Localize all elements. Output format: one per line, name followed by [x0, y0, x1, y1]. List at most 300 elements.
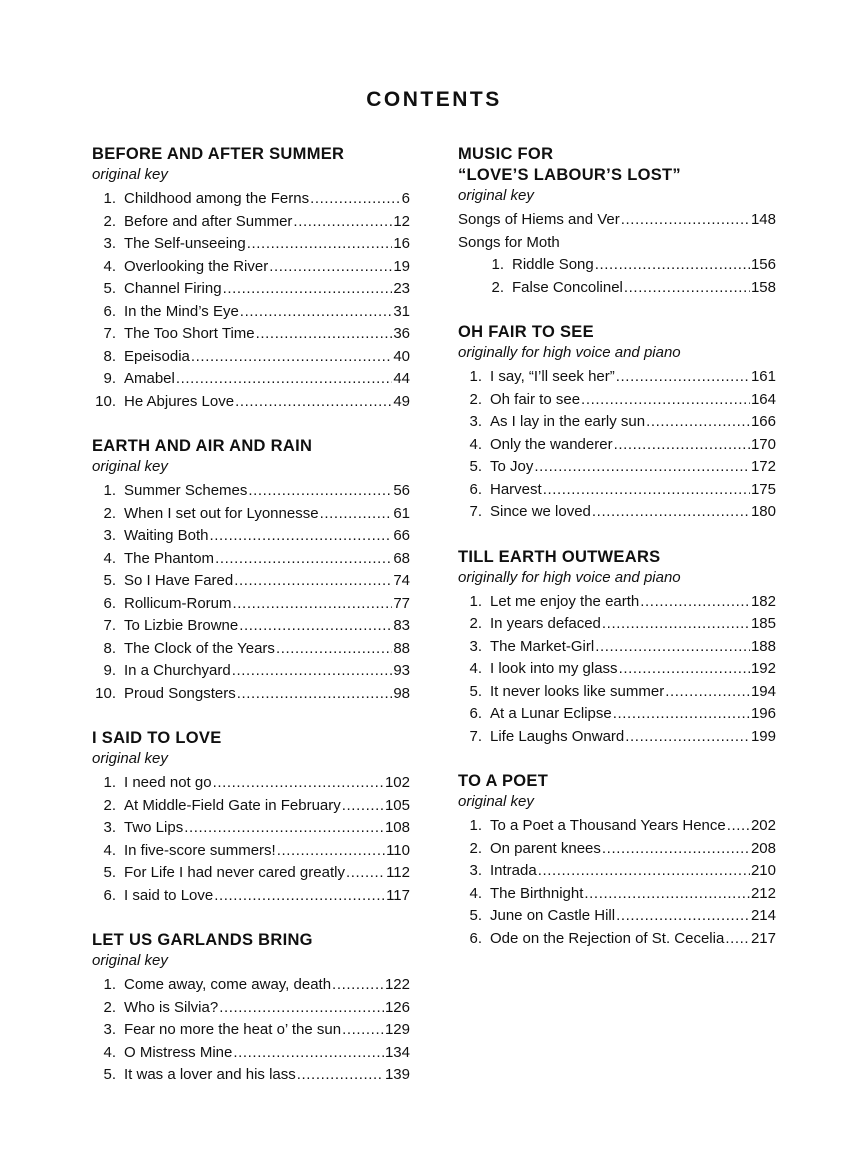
toc-entry	[458, 366, 776, 389]
entry-number: 4.	[469, 660, 482, 677]
section-heading	[92, 144, 410, 165]
entry-number: 2.	[469, 615, 482, 632]
entry-title: To Joy	[490, 458, 534, 475]
entry-title: Summer Schemes	[124, 482, 248, 499]
entry-title: Epeisodia	[124, 347, 190, 365]
entry-page: 164	[750, 390, 776, 408]
dot-leader	[296, 1064, 384, 1087]
dot-leader	[601, 613, 750, 636]
toc-entry	[458, 726, 776, 749]
entry-title: Let me enjoy the earth	[490, 592, 640, 610]
dot-leader	[276, 840, 385, 863]
dot-leader	[175, 368, 392, 391]
entry-title: Come away, come away, death	[124, 976, 332, 993]
dot-leader	[214, 548, 392, 571]
entry-number: 6.	[469, 705, 482, 722]
entry-title: The Phantom	[124, 549, 215, 567]
entry-title: Oh fair to see	[490, 390, 581, 408]
entry-number: 5.	[469, 907, 482, 924]
toc-entry	[92, 548, 410, 571]
toc-entry	[92, 974, 410, 997]
toc-entry	[92, 683, 410, 706]
entry-page: 77	[393, 594, 410, 612]
entry-page: 199	[750, 727, 776, 745]
toc-entry	[92, 1042, 410, 1065]
dot-leader	[236, 683, 393, 706]
entry-page: 31	[393, 302, 410, 320]
section-heading-line: LET US GARLANDS BRING	[92, 931, 313, 949]
entry-title: Rollicum-Rorum	[124, 594, 232, 612]
dot-leader	[222, 278, 393, 301]
toc-entry	[458, 636, 776, 659]
entry-page: 188	[750, 637, 776, 655]
section-subtitle: originally for high voice and piano	[458, 344, 681, 361]
entry-number: 9.	[103, 662, 116, 679]
toc-entry	[458, 479, 776, 502]
toc-entry	[92, 660, 410, 683]
entry-page: 108	[384, 819, 410, 836]
section-heading-line: TILL EARTH OUTWEARS	[458, 547, 661, 566]
entry-title: June on Castle Hill	[490, 907, 616, 924]
toc-entry	[92, 638, 410, 661]
toc-entry	[458, 928, 776, 951]
entry-number: 4.	[469, 884, 482, 902]
toc-entry	[458, 411, 776, 434]
entry-page: 170	[750, 435, 776, 453]
entry-number: 5.	[103, 572, 116, 589]
dot-leader	[309, 188, 401, 211]
entry-number: 7.	[469, 727, 482, 745]
entry-page: 214	[750, 907, 776, 924]
entry-title: In a Churchyard	[124, 662, 231, 679]
entry-title: Since we loved	[490, 503, 591, 520]
toc-section	[458, 144, 776, 299]
toc-entry	[458, 658, 776, 681]
entry-number: 4.	[103, 841, 116, 859]
toc-entry	[92, 1019, 410, 1042]
entry-page: 180	[750, 503, 776, 520]
section-heading-line: I SAID TO LOVE	[92, 729, 222, 747]
section-heading	[458, 771, 776, 792]
entry-title: O Mistress Mine	[124, 1043, 233, 1061]
entry-page: 134	[384, 1043, 410, 1061]
dot-leader	[275, 638, 392, 661]
entry-page: 19	[393, 257, 410, 275]
dot-leader	[594, 254, 750, 277]
dot-leader	[542, 479, 750, 502]
toc-entry	[458, 815, 776, 838]
toc-section	[92, 436, 410, 705]
dot-leader	[639, 591, 750, 614]
entry-title: Ode on the Rejection of St. Cecelia	[490, 929, 725, 947]
entry-title: To a Poet a Thousand Years Hence	[490, 817, 726, 834]
entry-page: 88	[393, 639, 410, 657]
toc-entry	[92, 391, 410, 414]
entry-title: Before and after Summer	[124, 212, 293, 230]
toc-entry	[92, 211, 410, 234]
dot-leader	[231, 660, 393, 683]
toc-entry	[92, 885, 410, 908]
toc-columns	[92, 144, 776, 1087]
dot-leader	[726, 815, 750, 838]
entry-number: 5.	[469, 682, 482, 700]
entry-number: 2.	[103, 504, 116, 522]
entry-number: 4.	[103, 1043, 116, 1061]
entry-title: I say, “I’ll seek her”	[490, 368, 615, 385]
toc-entry	[458, 277, 776, 300]
entry-number: 6.	[469, 480, 482, 498]
entry-page: 212	[750, 884, 776, 902]
toc-entry	[92, 570, 410, 593]
section-heading	[92, 436, 410, 457]
entry-title: So I Have Fared	[124, 572, 234, 589]
entry-title: Songs for Moth	[458, 233, 560, 251]
toc-entry	[92, 301, 410, 324]
toc-entry	[92, 278, 410, 301]
dot-leader	[341, 1019, 384, 1042]
entry-title: Amabel	[124, 370, 175, 387]
section-heading	[458, 322, 776, 343]
entry-page: 182	[750, 592, 776, 610]
entry-page: 117	[386, 886, 410, 904]
dot-leader	[232, 593, 393, 616]
entry-number: 4.	[469, 435, 482, 453]
dot-leader	[537, 860, 750, 883]
toc-section	[92, 728, 410, 907]
entry-title: Proud Songsters	[124, 684, 236, 702]
section-heading-line: MUSIC FOR	[458, 145, 554, 163]
entry-number: 2.	[469, 390, 482, 408]
toc-entry	[458, 209, 776, 232]
entry-number: 1.	[469, 817, 482, 834]
entry-page: 16	[393, 235, 410, 252]
entry-title: Intrada	[490, 862, 537, 879]
toc-entry	[458, 905, 776, 928]
entry-page: 102	[384, 774, 410, 791]
entry-title: The Birthnight	[490, 884, 584, 902]
toc-section	[92, 930, 410, 1087]
toc-entry	[92, 997, 410, 1020]
entry-page: 74	[393, 572, 410, 589]
dot-leader	[580, 389, 750, 412]
entry-page: 139	[384, 1066, 410, 1083]
section-subtitle: original key	[92, 750, 168, 767]
dot-leader	[238, 615, 392, 638]
entry-page: 161	[750, 368, 776, 385]
toc-entry	[458, 254, 776, 277]
entry-number: 3.	[469, 862, 482, 879]
entry-page: 23	[393, 280, 410, 297]
toc-entry	[92, 368, 410, 391]
entry-number: 2.	[103, 212, 116, 230]
dot-leader	[583, 883, 750, 906]
entry-number: 1.	[103, 976, 116, 993]
entry-page: 6	[401, 190, 410, 207]
entry-number: 7.	[469, 503, 482, 520]
dot-leader	[209, 525, 393, 548]
section-heading	[92, 930, 410, 951]
entry-page: 44	[393, 370, 410, 387]
entry-page: 12	[393, 212, 410, 230]
section-heading	[458, 547, 776, 568]
entry-number: 2.	[491, 278, 504, 296]
entry-number: 6.	[469, 929, 482, 947]
entry-number: 4.	[103, 257, 116, 275]
entry-page: 166	[750, 413, 776, 430]
entry-number: 1.	[491, 256, 504, 273]
entry-title: As I lay in the early sun	[490, 413, 646, 430]
dot-leader	[612, 703, 750, 726]
section-subtitle: original key	[92, 952, 168, 969]
entry-number: 8.	[103, 639, 116, 657]
section-heading	[92, 728, 410, 749]
entry-title: On parent knees	[490, 839, 601, 857]
dot-leader	[292, 211, 392, 234]
entry-page: 208	[750, 839, 776, 857]
dot-leader	[345, 862, 385, 885]
entry-number: 6.	[103, 302, 116, 320]
entry-number: 1.	[103, 190, 116, 207]
section-heading-line: BEFORE AND AFTER SUMMER	[92, 145, 345, 163]
entry-page: 196	[750, 705, 776, 722]
entry-number: 1.	[469, 592, 482, 610]
dot-leader	[319, 503, 393, 526]
entry-number: 5.	[103, 1066, 116, 1083]
toc-entry	[458, 389, 776, 412]
entry-title: Fear no more the heat o’ the sun	[124, 1021, 342, 1038]
section-heading-line: EARTH AND AIR AND RAIN	[92, 437, 313, 455]
entry-page: 49	[393, 392, 410, 410]
toc-entry	[92, 188, 410, 211]
dot-leader	[615, 905, 750, 928]
section-subtitle: original key	[458, 187, 534, 204]
entry-page: 40	[393, 347, 410, 365]
dot-leader	[591, 501, 750, 524]
entry-page: 36	[393, 325, 410, 342]
section-subtitle: original key	[92, 166, 168, 183]
entry-number: 5.	[103, 280, 116, 297]
entry-title: For Life I had never cared greatly	[124, 864, 345, 881]
entry-number: 3.	[469, 413, 482, 430]
entry-title: At a Lunar Eclipse	[490, 705, 612, 722]
section-heading-line: TO A POET	[458, 772, 549, 790]
toc-entry	[92, 480, 410, 503]
dot-leader	[341, 795, 384, 818]
toc-entry	[92, 525, 410, 548]
entry-title: At Middle-Field Gate in February	[124, 796, 341, 814]
entry-title: When I set out for Lyonnesse	[124, 504, 319, 522]
toc-entry	[92, 233, 410, 256]
entry-number: 2.	[103, 998, 116, 1016]
toc-entry	[458, 232, 776, 255]
dot-leader	[601, 838, 750, 861]
toc-section	[92, 144, 410, 413]
dot-leader	[234, 391, 392, 414]
dot-leader	[620, 209, 750, 232]
entry-title: I need not go	[124, 774, 212, 791]
entry-page: 122	[384, 976, 410, 993]
section-subtitle: original key	[92, 458, 168, 475]
page-title: CONTENTS	[366, 88, 502, 111]
dot-leader	[218, 997, 384, 1020]
entry-page: 156	[750, 256, 776, 273]
dot-leader	[268, 256, 392, 279]
dot-leader	[213, 885, 385, 908]
entry-title: I look into my glass	[490, 660, 618, 677]
toc-entry	[458, 703, 776, 726]
entry-number: 3.	[103, 527, 116, 544]
entry-title: In the Mind’s Eye	[124, 302, 239, 320]
right-column	[458, 144, 776, 1087]
entry-number: 9.	[103, 370, 116, 387]
entry-page: 202	[750, 817, 776, 834]
toc-entry	[92, 615, 410, 638]
section-heading-line: OH FAIR TO SEE	[458, 323, 594, 341]
toc-entry	[458, 591, 776, 614]
entry-page: 98	[393, 684, 410, 702]
dot-leader	[594, 636, 750, 659]
section-heading	[458, 144, 776, 186]
entry-number: 5.	[103, 864, 116, 881]
toc-entry	[92, 862, 410, 885]
dot-leader	[664, 681, 750, 704]
entry-number: 5.	[469, 458, 482, 475]
dot-leader	[623, 277, 750, 300]
toc-entry	[92, 323, 410, 346]
toc-entry	[92, 772, 410, 795]
entry-number: 6.	[103, 886, 116, 904]
toc-section	[458, 322, 776, 524]
entry-number: 2.	[469, 839, 482, 857]
entry-number: 7.	[103, 617, 116, 634]
toc-section	[458, 771, 776, 950]
toc-entry	[458, 456, 776, 479]
entry-number: 6.	[103, 594, 116, 612]
entry-page: 194	[750, 682, 776, 700]
entry-number: 3.	[469, 637, 482, 655]
entry-title: The Too Short Time	[124, 325, 255, 342]
toc-entry	[458, 681, 776, 704]
entry-number: 8.	[103, 347, 116, 365]
entry-title: In five-score summers!	[124, 841, 276, 859]
dot-leader	[724, 928, 750, 951]
toc-entry	[458, 838, 776, 861]
toc-entry	[458, 613, 776, 636]
entry-page: 175	[750, 480, 776, 498]
entry-number: 1.	[103, 482, 116, 499]
dot-leader	[613, 434, 750, 457]
entry-title: Songs of Hiems and Ver	[458, 211, 620, 228]
entry-title: It never looks like summer	[490, 682, 665, 700]
toc-entry	[92, 840, 410, 863]
toc-entry	[458, 883, 776, 906]
entry-page: 105	[384, 796, 410, 814]
dot-leader	[190, 346, 392, 369]
dot-leader	[183, 817, 384, 840]
section-heading-line: “LOVE’S LABOUR’S LOST”	[458, 166, 681, 184]
entry-title: Two Lips	[124, 819, 184, 836]
entry-title: The Clock of the Years	[124, 639, 275, 657]
dot-leader	[239, 301, 393, 324]
dot-leader	[624, 726, 750, 749]
entry-page: 148	[750, 211, 776, 228]
toc-entry	[458, 860, 776, 883]
entry-title: False Concolinel	[512, 278, 623, 296]
toc-entry	[458, 434, 776, 457]
dot-leader	[331, 974, 384, 997]
entry-number: 1.	[103, 774, 116, 791]
entry-title: Who is Silvia?	[124, 998, 219, 1016]
entry-title: The Self-unseeing	[124, 235, 246, 252]
entry-page: 158	[750, 278, 776, 296]
entry-page: 129	[384, 1021, 410, 1038]
entry-title: Life Laughs Onward	[490, 727, 625, 745]
dot-leader	[247, 480, 392, 503]
entry-number: 3.	[103, 235, 116, 252]
section-subtitle: original key	[458, 793, 534, 810]
entry-title: It was a lover and his lass	[124, 1066, 296, 1083]
toc-entry	[92, 1064, 410, 1087]
entry-number: 1.	[469, 368, 482, 385]
entry-title: Childhood among the Ferns	[124, 190, 310, 207]
entry-page: 68	[393, 549, 410, 567]
entry-page: 56	[393, 482, 410, 499]
entry-page: 210	[750, 862, 776, 879]
dot-leader	[645, 411, 750, 434]
dot-leader	[618, 658, 750, 681]
entry-title: Waiting Both	[124, 527, 209, 544]
toc-section	[458, 547, 776, 749]
entry-page: 172	[750, 458, 776, 475]
entry-title: Riddle Song	[512, 256, 594, 273]
entry-page: 110	[386, 841, 410, 859]
entry-title: The Market-Girl	[490, 637, 595, 655]
entry-title: In years defaced	[490, 615, 601, 632]
entry-page: 93	[393, 662, 410, 679]
left-column	[92, 144, 410, 1087]
entry-title: He Abjures Love	[124, 392, 235, 410]
entry-number: 10.	[95, 684, 116, 702]
dot-leader	[533, 456, 750, 479]
entry-number: 3.	[103, 1021, 116, 1038]
entry-number: 2.	[103, 796, 116, 814]
entry-number: 7.	[103, 325, 116, 342]
entry-title: Only the wanderer	[490, 435, 613, 453]
dot-leader	[232, 1042, 384, 1065]
toc-entry	[92, 346, 410, 369]
entry-title: I said to Love	[124, 886, 214, 904]
toc-entry	[92, 795, 410, 818]
toc-entry	[92, 503, 410, 526]
dot-leader	[246, 233, 393, 256]
entry-title: Channel Firing	[124, 280, 222, 297]
entry-page: 217	[750, 929, 776, 947]
entry-title: Overlooking the River	[124, 257, 269, 275]
toc-entry	[458, 501, 776, 524]
dot-leader	[212, 772, 384, 795]
toc-entry	[92, 817, 410, 840]
entry-page: 126	[384, 998, 410, 1016]
toc-entry	[92, 256, 410, 279]
dot-leader	[255, 323, 393, 346]
entry-page: 61	[393, 504, 410, 522]
entry-number: 10.	[95, 392, 116, 410]
entry-title: Harvest	[490, 480, 542, 498]
section-subtitle: originally for high voice and piano	[458, 568, 681, 586]
entry-page: 192	[750, 660, 776, 677]
entry-number: 3.	[103, 819, 116, 836]
entry-title: To Lizbie Browne	[124, 617, 239, 634]
